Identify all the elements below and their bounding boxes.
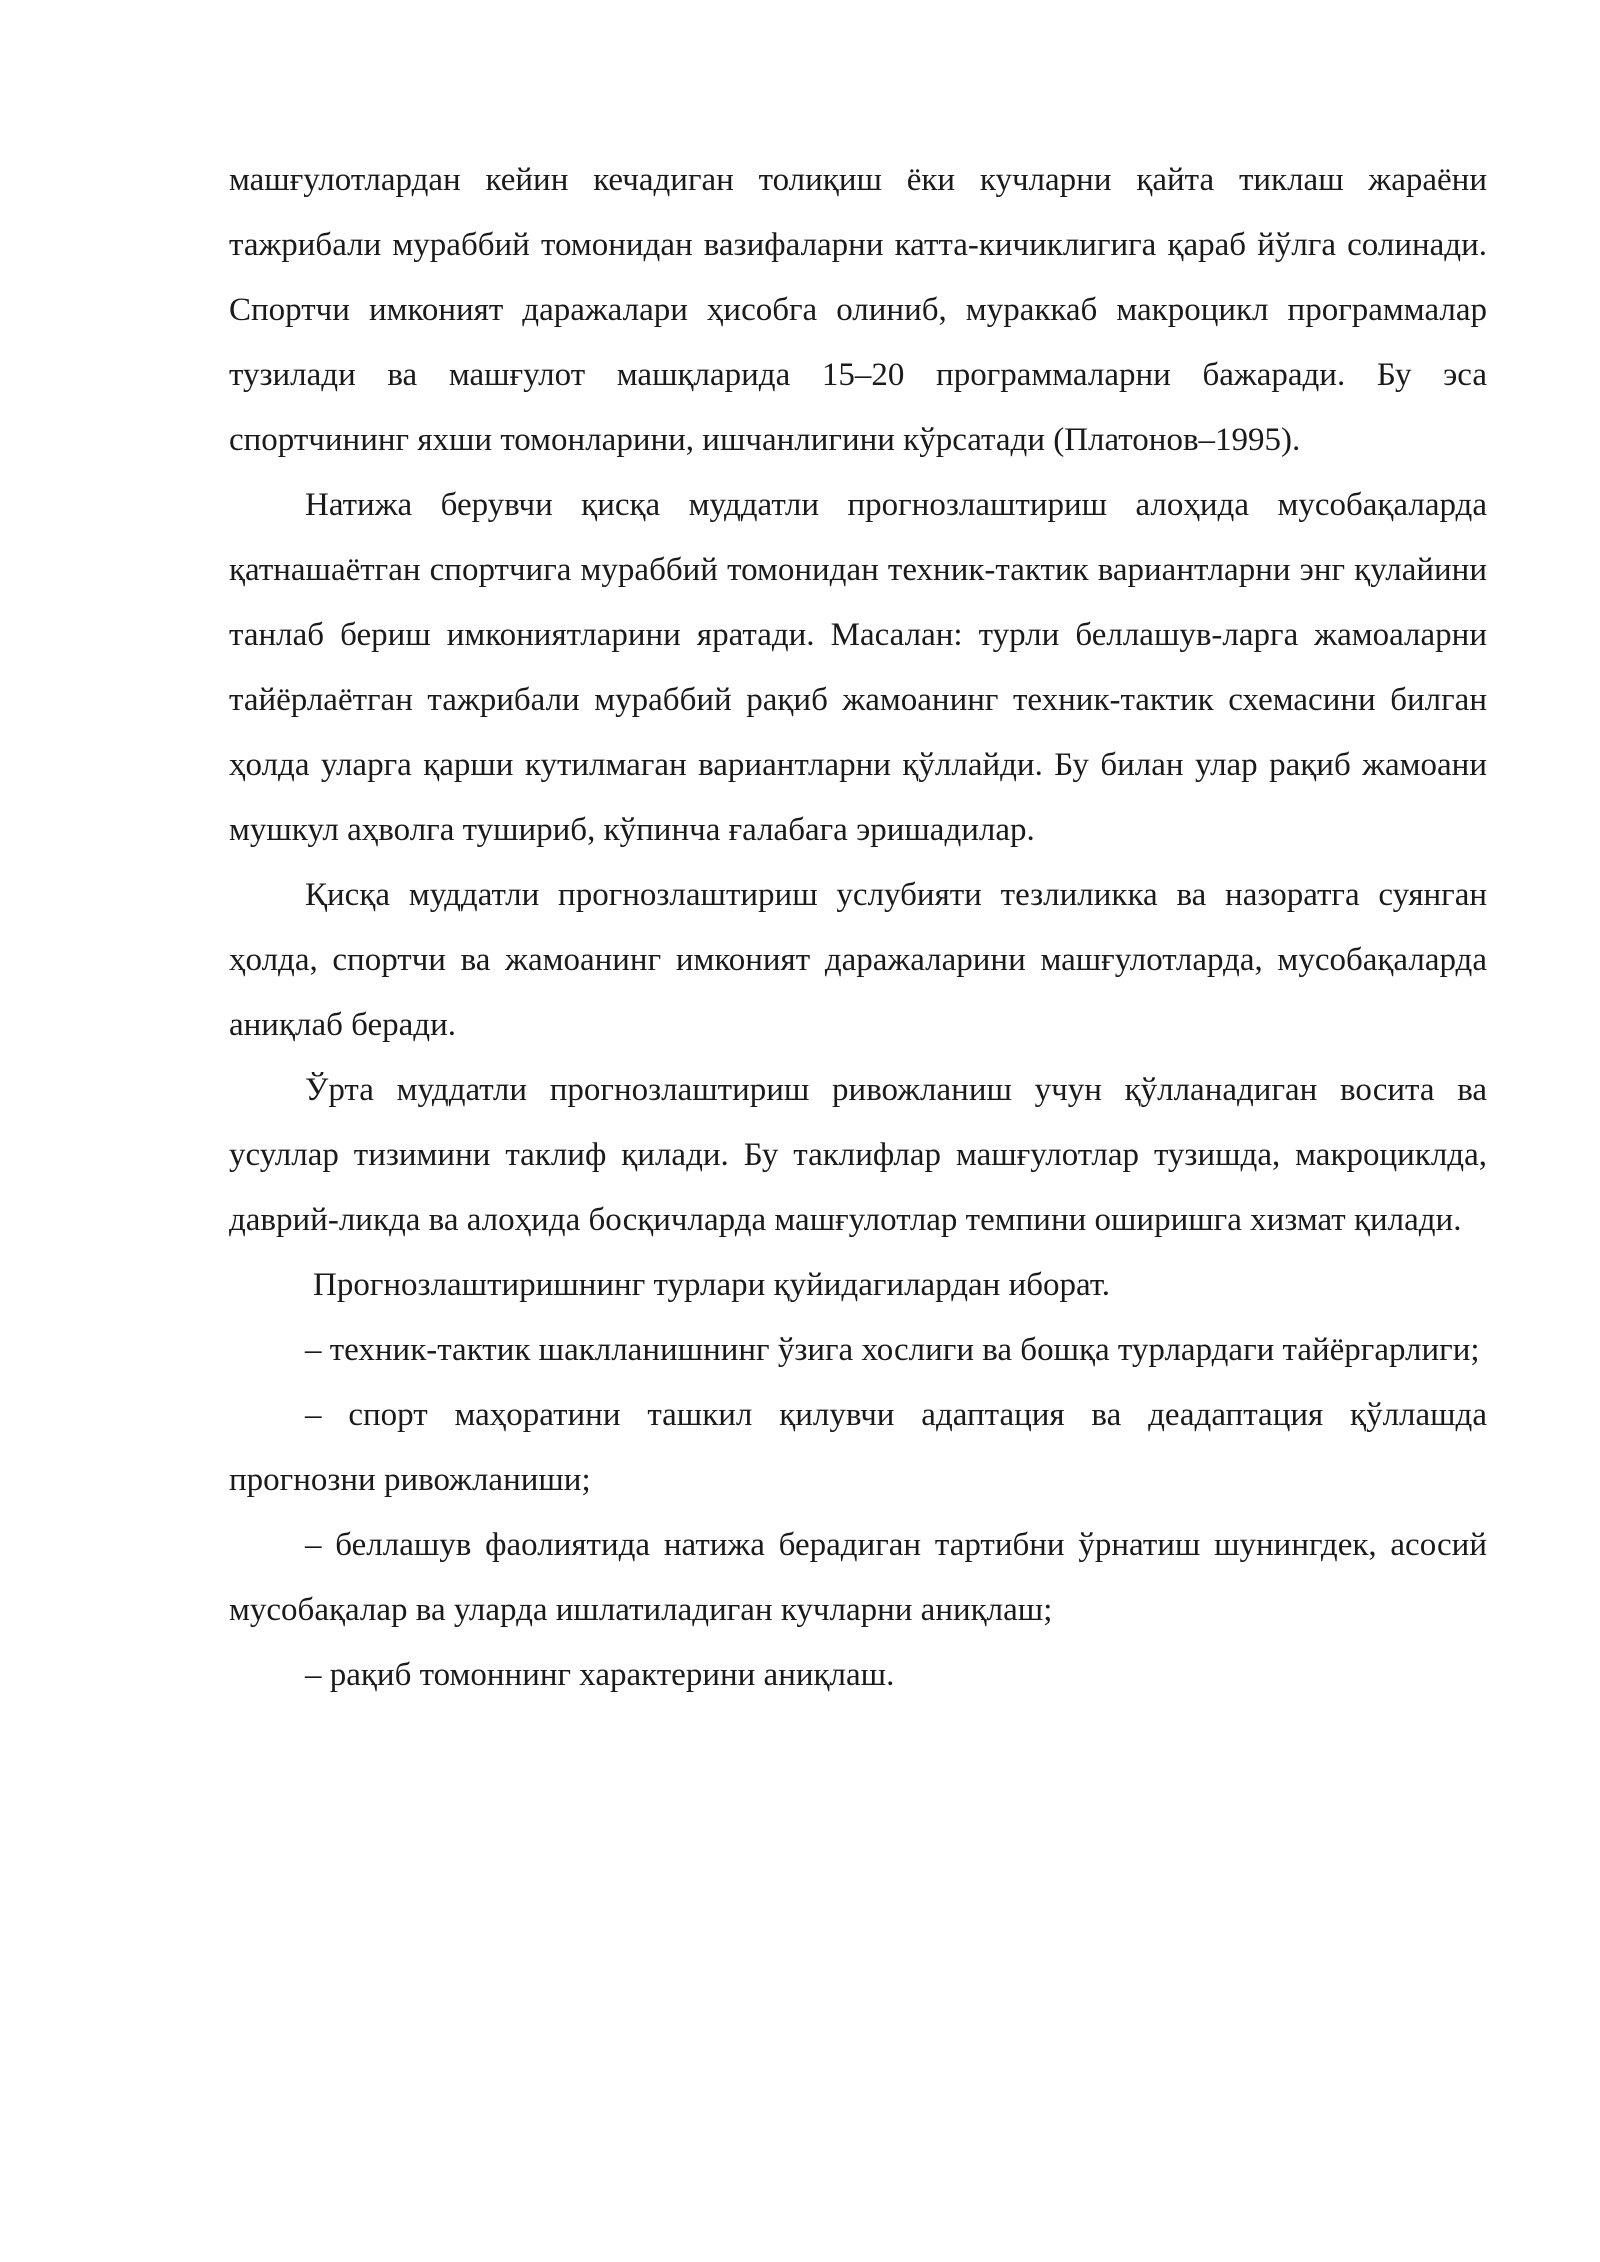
list-item-opponent-character: – рақиб томоннинг характерини аниқлаш. xyxy=(305,1657,895,1693)
list-item-adaptation: – спорт маҳоратини ташкил қилувчи адаптация ва деадаптация қўллашда прогнозни ривожланиши; xyxy=(229,1397,1487,1498)
paragraph-mid-term-forecast: Ўрта муддатли прогнозлаштириш ривожланиш учун қўлланадиган восита ва усуллар тизимини таклиф қилади. Бу таклифлар машғулотлар тузишда, макроциклда, даврий-ликда ва алоҳида босқичларда машғулотлар темпини оширишга хизмат қилади. xyxy=(229,1072,1487,1238)
paragraph-short-term-forecast-method: Қисқа муддатли прогнозлаштириш услубияти тезлиликка ва назоратга суянган ҳолда, спортчи ва жамоанинг имконият даражаларини машғулотларда, мусобақаларда аниқлаб беради. xyxy=(229,877,1487,1043)
document-page xyxy=(229,148,1487,1708)
paragraph-recovery-process: машғулотлардан кейин кечадиган толиқиш ёки кучларни қайта тиклаш жараёни тажрибали мураббий томонидан вазифаларни катта-кичиклигига қараб йўлга солинади. Спортчи имконият даражалари ҳисобга олиниб, мураккаб макроцикл программалар тузилади ва машғулот машқларида 15–20 программаларни бажаради. Бу эса спортчининг яхши томонларини, ишчанлигини кўрсатади (Платонов–1995). xyxy=(229,162,1487,458)
paragraph-short-term-forecast-result: Натижа берувчи қисқа муддатли прогнозлаштириш алоҳида мусобақаларда қатнашаётган спортчига мураббий томонидан техник-тактик вариантларни энг қулайини танлаб бериш имкониятларини яратади. Масалан: турли беллашув-ларга жамоаларни тайёрлаётган тажрибали мураббий рақиб жамоанинг техник-тактик схемасини билган ҳолда уларга қарши кутилмаган вариантларни қўллайди. Бу билан улар рақиб жамоани мушкул аҳволга тушириб, кўпинча ғалабага эришадилар. xyxy=(229,487,1487,848)
paragraph-forecast-types-intro: Прогнозлаштиришнинг турлари қуйидагилардан иборат. xyxy=(313,1267,1111,1303)
list-item-competition-order: – беллашув фаолиятида натижа берадиган тартибни ўрнатиш шунингдек, асосий мусобақалар ва уларда ишлатиладиган кучларни аниқлаш; xyxy=(229,1527,1487,1628)
list-item-technical-tactical: – техник-тактик шаклланишнинг ўзига хослиги ва бошқа турлардаги тайёргарлиги; xyxy=(305,1332,1480,1368)
